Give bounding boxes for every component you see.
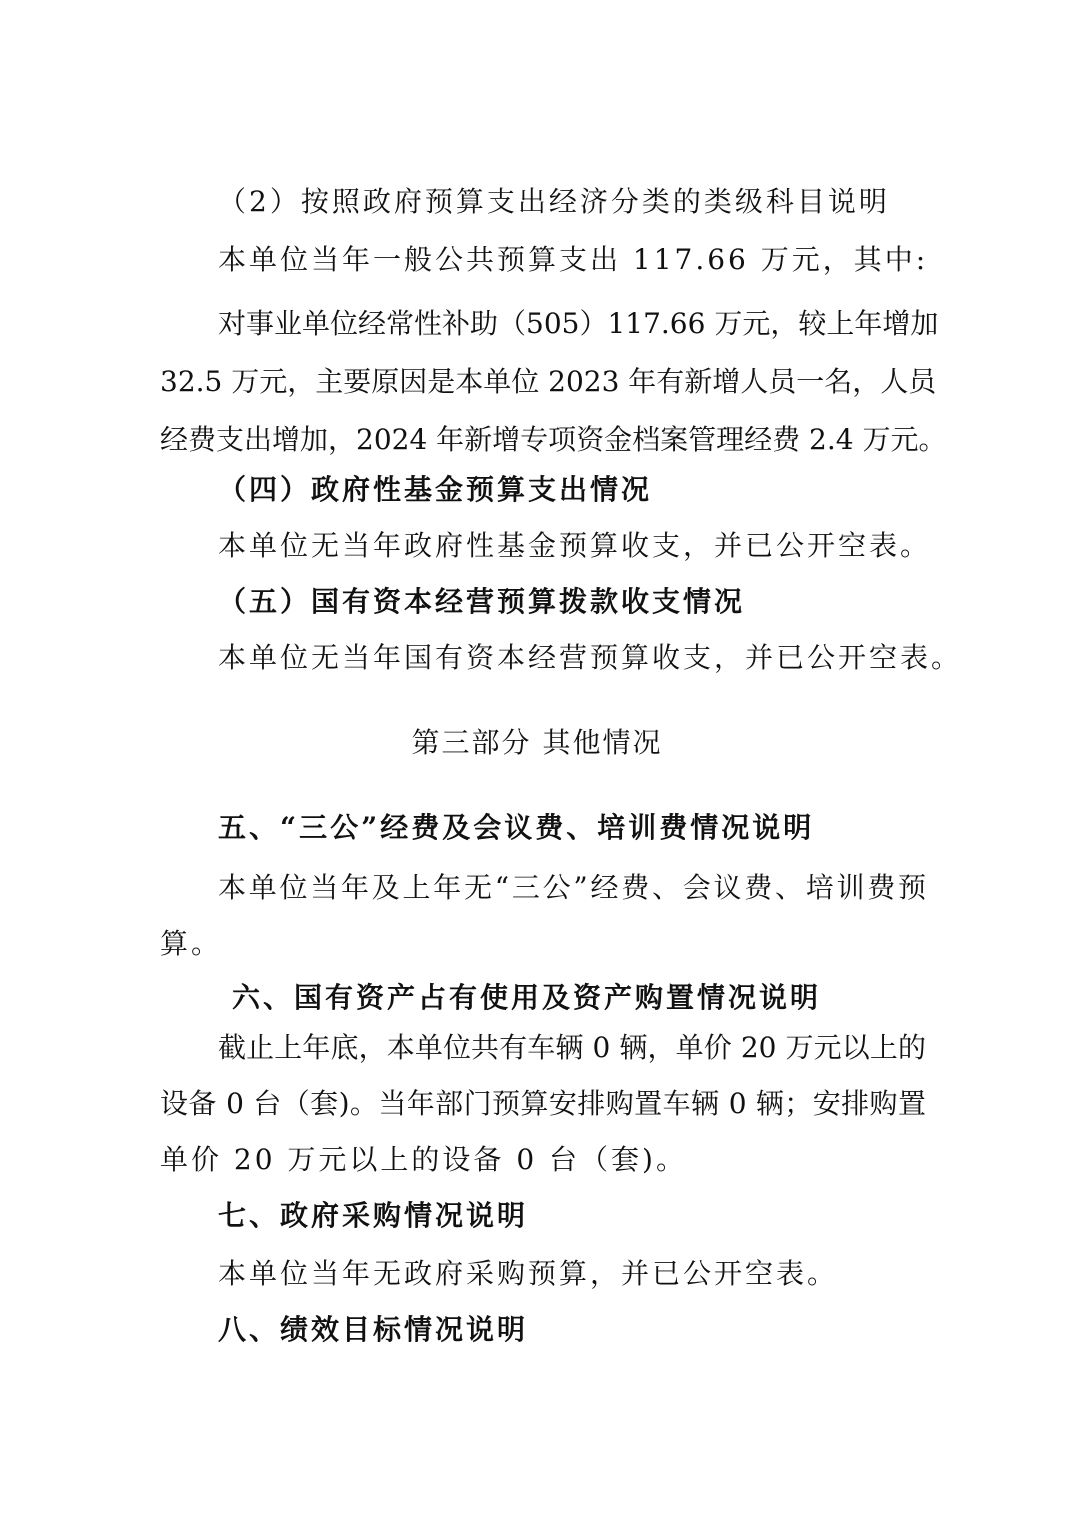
paragraph-subsidy-line-3: 经费支出增加，2024 年新增专项资金档案管理经费 2.4 万元。 [160, 423, 947, 456]
section-heading-performance: 八、绩效目标情况说明 [218, 1313, 529, 1346]
section-heading-state-assets: 六、国有资产占有使用及资产购置情况说明 [232, 981, 822, 1014]
paragraph-three-public-line-1: 本单位当年及上年无“三公”经费、会议费、培训费预 [218, 871, 926, 904]
paragraph-assets-line-3: 单价 20 万元以上的设备 0 台（套)。 [160, 1143, 687, 1176]
section-heading-government-fund: （四）政府性基金预算支出情况 [218, 473, 653, 506]
subsection-heading-economic-classification: （2）按照政府预算支出经济分类的类级科目说明 [218, 185, 890, 218]
paragraph-assets-line-2: 设备 0 台（套)。当年部门预算安排购置车辆 0 辆；安排购置 [160, 1087, 926, 1120]
section-heading-three-public: 五、“三公”经费及会议费、培训费情况说明 [218, 811, 815, 844]
paragraph-government-fund: 本单位无当年政府性基金预算收支，并已公开空表。 [218, 529, 932, 562]
paragraph-subsidy-line-1: 对事业单位经常性补助（505）117.66 万元，较上年增加 [218, 307, 939, 340]
paragraph-subsidy-line-2: 32.5 万元，主要原因是本单位 2023 年有新增人员一名，人员 [160, 365, 937, 398]
section-heading-procurement: 七、政府采购情况说明 [218, 1199, 529, 1232]
paragraph-procurement: 本单位当年无政府采购预算，并已公开空表。 [218, 1257, 839, 1290]
part-title-other: 第三部分 其他情况 [411, 726, 663, 759]
paragraph-state-capital: 本单位无当年国有资本经营预算收支，并已公开空表。 [218, 641, 963, 674]
section-heading-state-capital: （五）国有资本经营预算拨款收支情况 [218, 585, 746, 618]
paragraph-assets-line-1: 截止上年底，本单位共有车辆 0 辆，单价 20 万元以上的 [218, 1031, 926, 1064]
paragraph-general-budget: 本单位当年一般公共预算支出 117.66 万元，其中: [218, 243, 929, 276]
paragraph-three-public-line-2: 算。 [160, 927, 223, 960]
